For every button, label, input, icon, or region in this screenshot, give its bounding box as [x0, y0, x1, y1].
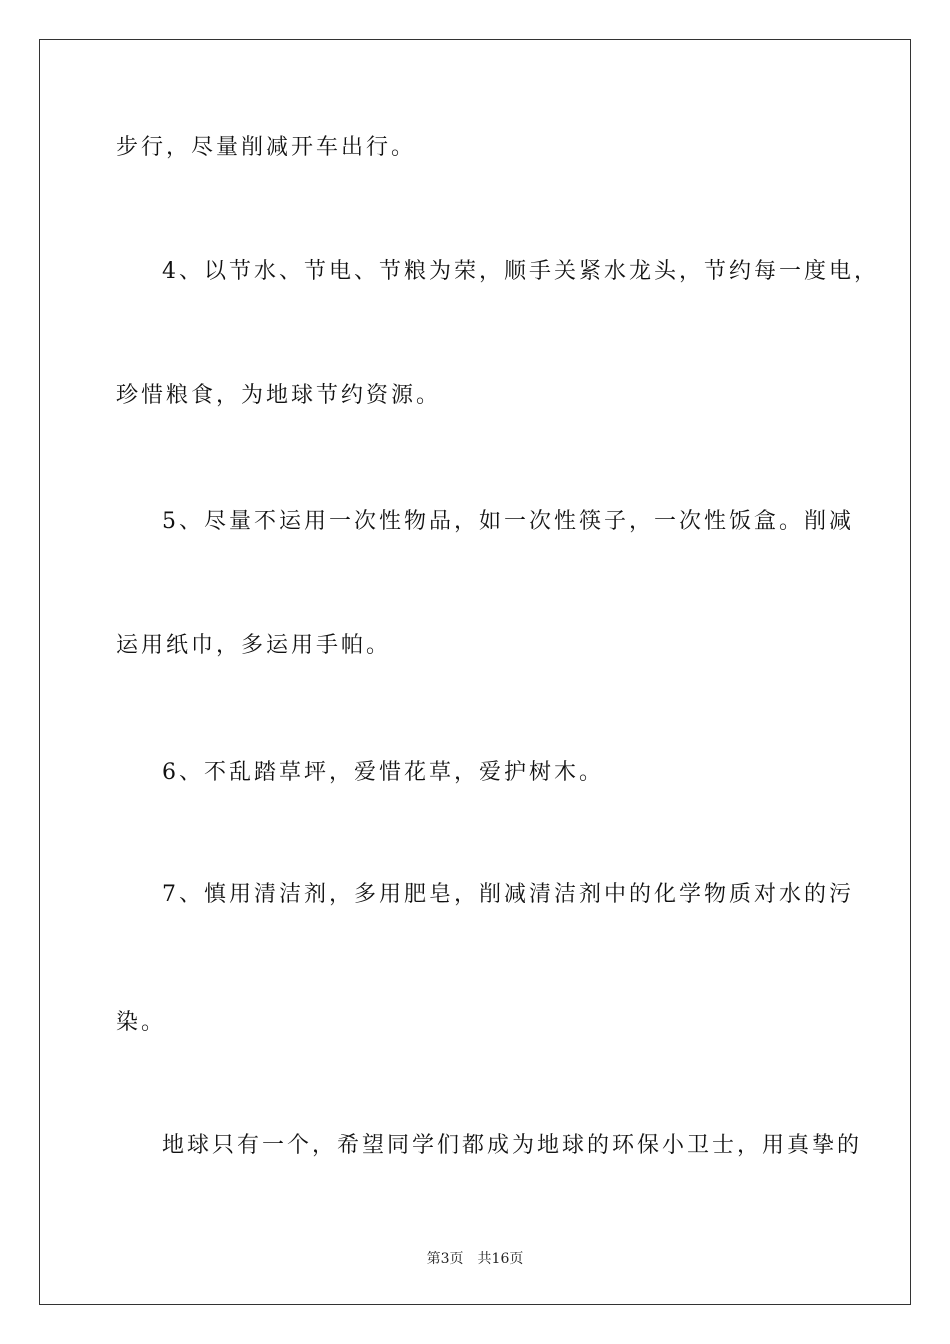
paragraph-line: 染。 [116, 1010, 167, 1035]
paragraph-line: 地球只有一个，希望同学们都成为地球的环保小卫士，用真挚的 [162, 1133, 863, 1158]
paragraph-line: 运用纸巾，多运用手帕。 [116, 633, 392, 658]
page-border [39, 39, 911, 1305]
paragraph-line: 6、不乱踏草坪，爱惜花草，爱护树木。 [162, 760, 604, 785]
paragraph-line: 7、慎用清洁剂，多用肥皂，削减清洁剂中的化学物质对水的污 [162, 882, 854, 907]
paragraph-line: 步行，尽量削减开车出行。 [116, 135, 417, 160]
paragraph-line: 珍惜粮食，为地球节约资源。 [116, 383, 442, 408]
paragraph-line: 4、以节水、节电、节粮为荣，顺手关紧水龙头，节约每一度电， [162, 259, 879, 284]
paragraph-line: 5、尽量不运用一次性物品，如一次性筷子，一次性饭盒。削减 [162, 509, 854, 534]
page-number: 第3页 共16页 [426, 1251, 524, 1267]
